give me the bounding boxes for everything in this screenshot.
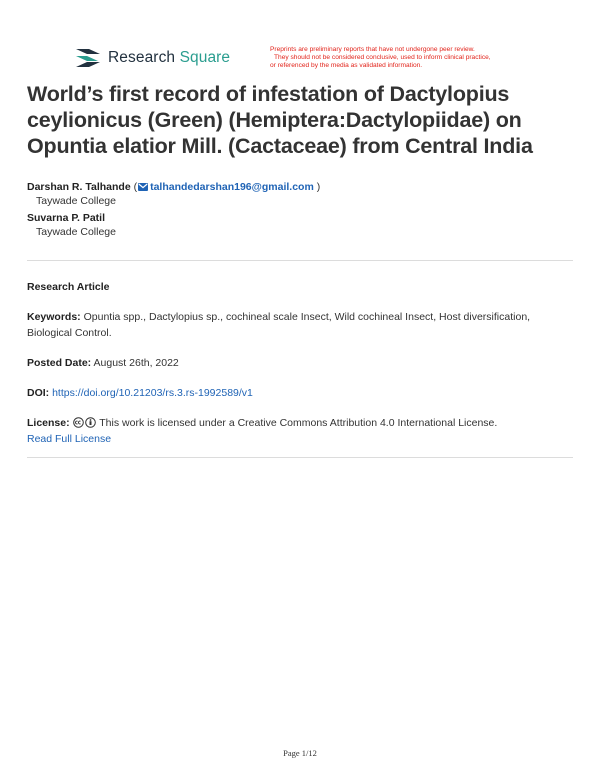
email-close-paren: ) [313, 181, 321, 193]
posted-date [27, 355, 557, 371]
logo-text [108, 49, 230, 67]
author-list [27, 180, 320, 242]
notice-line: They should not be considered conclusive, used to inform clinical practice, [274, 54, 491, 61]
author-affiliation: Taywade College [36, 195, 116, 207]
license-label: License: [27, 417, 70, 429]
cc-icon [73, 417, 84, 428]
author-entry [27, 211, 320, 225]
author-affiliation: Taywade College [36, 226, 116, 238]
author-entry [27, 180, 320, 194]
keywords-text: Opuntia spp., Dactylopius sp., cochineal scale Insect, Wild cochineal Insect, Host diversification, Biological Control. [27, 311, 531, 339]
email-open-paren: ( [133, 181, 138, 193]
article-type: Research Article [27, 281, 110, 293]
divider [27, 260, 573, 261]
page-number: Page 1/12 [283, 748, 317, 758]
divider [27, 457, 573, 458]
license [27, 415, 557, 447]
research-square-logo[interactable] [74, 47, 230, 69]
preprint-notice [270, 46, 540, 70]
keywords-label: Keywords: [27, 311, 81, 323]
license-text: This work is licensed under a Creative Commons Attribution 4.0 International License. [99, 417, 498, 429]
author-email-link[interactable]: talhandedarshan196@gmail.com [150, 181, 314, 193]
author-name: Darshan R. Talhande [27, 181, 131, 193]
envelope-icon [138, 183, 148, 191]
keywords [27, 309, 557, 341]
attribution-icon [85, 417, 96, 428]
doi-label: DOI: [27, 387, 50, 399]
posted-label: Posted Date: [27, 357, 92, 369]
posted-date-value: August 26th, 2022 [93, 357, 179, 369]
doi [27, 385, 557, 401]
notice-line: or referenced by the media as validated information. [270, 62, 423, 69]
notice-line: Preprints are preliminary reports that have not undergone peer review. [270, 46, 475, 53]
logo-word-square: Square [179, 49, 231, 66]
logo-word-research: Research [108, 49, 176, 66]
read-full-license-link[interactable]: Read Full License [27, 433, 112, 445]
paper-title: World’s first record of infestation of Dactylopius ceylionicus (Green) (Hemiptera:Dactylopiidae) on Opuntia elatior Mill. (Cactaceae) from Central India [27, 82, 533, 158]
author-name: Suvarna P. Patil [27, 212, 106, 224]
research-square-logo-icon [74, 47, 102, 69]
doi-link[interactable]: https://doi.org/10.21203/rs.3.rs-1992589/v1 [52, 387, 253, 399]
